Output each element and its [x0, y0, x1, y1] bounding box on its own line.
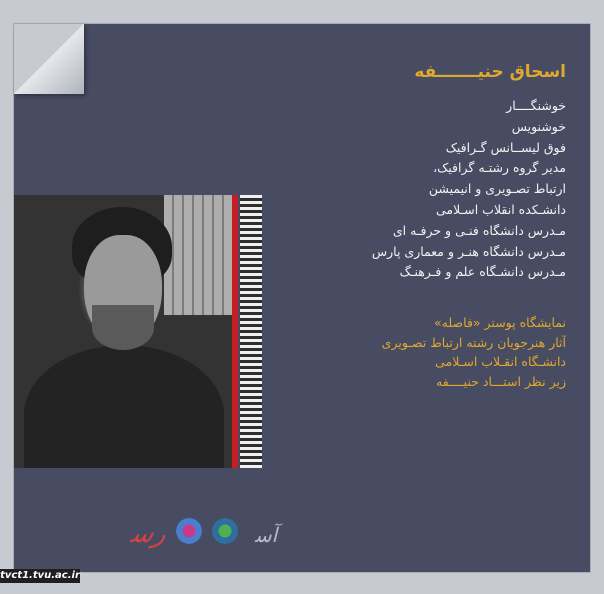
- bio-line: مدیر گروه رشتـه گرافیک،: [433, 160, 566, 176]
- bio-line: مـدرس دانشگاه هنـر و معماری پارس: [371, 243, 566, 259]
- bio-line: خوشنویس: [511, 118, 566, 134]
- background-windows: [164, 195, 232, 315]
- person-name: اسحاق حنیـــــــفه: [414, 62, 566, 82]
- sponsor-logos: [128, 512, 288, 556]
- exhibition-line: زیر نظر استـــاد حنیــــفه: [436, 373, 566, 389]
- calligraphy-logo-icon: ﺭﺳ: [128, 519, 170, 549]
- portrait-beard: [92, 305, 154, 350]
- bio-line: فوق لیســانس گـرافیک: [445, 139, 566, 155]
- university-flower-logo-icon: [174, 516, 204, 546]
- bio-line: مـدرس دانشگاه فنـی و حرفـه ای: [392, 222, 566, 238]
- exhibition-section: [246, 313, 566, 391]
- bio-section: [266, 62, 566, 283]
- bio-line: خوشنگــــار: [506, 98, 566, 113]
- exhibition-line: آثار هنرجویان رشته ارتباط تصـویری: [381, 334, 566, 350]
- red-accent-bar: [232, 195, 238, 468]
- aseman-logo-icon: ﺁﺳ: [254, 523, 278, 547]
- bio-line: دانشـکده انقلاب اسـلامی: [436, 201, 566, 217]
- site-url-badge[interactable]: tvct1.tvu.ac.ir: [0, 570, 80, 581]
- portrait-photo: [14, 195, 232, 468]
- bio-line: مـدرس دانشـگاه علم و فـرهنـگ: [399, 264, 566, 280]
- exhibition-title: نمایشگاه پوستر «فاصله»: [434, 315, 566, 330]
- portrait-body: [24, 345, 224, 468]
- page-curl-icon: [14, 24, 84, 94]
- exhibition-line: دانشـگاه انقـلاب اسـلامی: [435, 354, 566, 369]
- organization-flower-logo-icon: [210, 516, 240, 546]
- bio-line: ارتباط تصـویری و انیمیشن: [428, 181, 566, 197]
